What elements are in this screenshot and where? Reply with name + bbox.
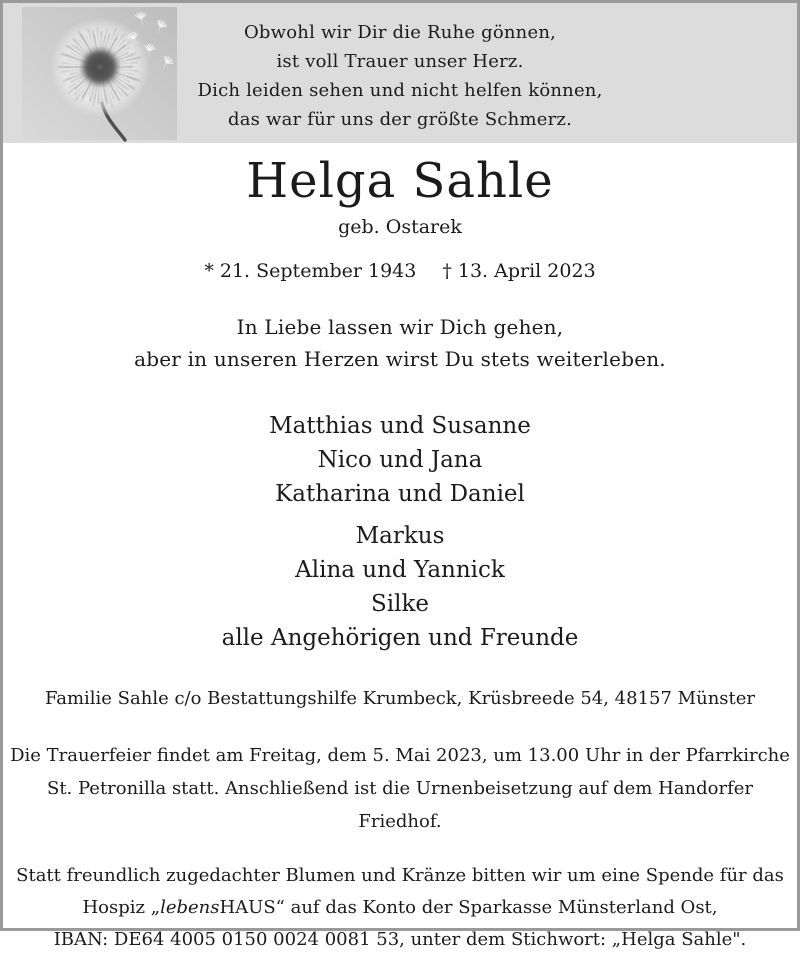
service-line: St. Petronilla statt. Anschließend ist die Urnenbeisetzung auf dem Handorfer Friedhof. — [46, 778, 753, 832]
mourner-line: alle Angehörigen und Freunde — [221, 625, 579, 651]
donation-line2-prefix: Hospiz „ — [82, 897, 161, 918]
service-line: Die Trauerfeier findet am Freitag, dem 5. Mai 2023, um 13.00 Uhr in der Pfarrkirche — [10, 745, 790, 766]
mourners-group-2 — [3, 519, 797, 655]
farewell-text — [3, 311, 797, 375]
mourner-line: Nico und Jana — [317, 447, 483, 473]
family-address: Familie Sahle c/o Bestattungshilfe Krumbeck, Krüsbreede 54, 48157 Münster — [44, 688, 756, 709]
donation-line: Statt freundlich zugedachter Blumen und Kränze bitten wir um eine Spende für das — [16, 865, 784, 886]
funeral-service-info — [3, 739, 797, 838]
mourner-line: Alina und Yannick — [295, 557, 505, 583]
notice-body — [3, 153, 797, 956]
mourner-line: Matthias und Susanne — [269, 413, 531, 439]
poem-line: Obwohl wir Dir die Ruhe gönnen, — [243, 22, 557, 43]
iban-line: IBAN: DE64 4005 0150 0024 0081 53, unter dem Stichwort: „Helga Sahle". — [53, 929, 747, 950]
mourner-line: Silke — [370, 591, 430, 617]
mourner-line: Markus — [355, 523, 445, 549]
donation-request — [3, 860, 797, 956]
poem-line: Dich leiden sehen und nicht helfen können, — [197, 80, 603, 101]
header-banner — [3, 3, 797, 143]
farewell-line: aber in unseren Herzen wirst Du stets weiterleben. — [134, 347, 666, 371]
mourner-line: Katharina und Daniel — [275, 481, 525, 507]
poem-line: ist voll Trauer unser Herz. — [276, 51, 524, 72]
poem-line: das war für uns der größte Schmerz. — [227, 109, 573, 130]
donation-line — [3, 892, 797, 924]
donation-line2-suffix: HAUS“ auf das Konto der Sparkasse Münsterland Ost, — [219, 897, 718, 918]
hospice-name-italic: lebens — [160, 897, 220, 918]
dandelion-photo — [22, 7, 177, 140]
mourners-group-1 — [3, 409, 797, 511]
deceased-name: Helga Sahle — [246, 153, 554, 209]
birth-date: * 21. September 1943 — [204, 260, 417, 282]
farewell-line: In Liebe lassen wir Dich gehen, — [236, 315, 564, 339]
death-date: † 13. April 2023 — [442, 260, 596, 282]
life-dates — [3, 259, 797, 283]
maiden-name: geb. Ostarek — [338, 216, 462, 238]
